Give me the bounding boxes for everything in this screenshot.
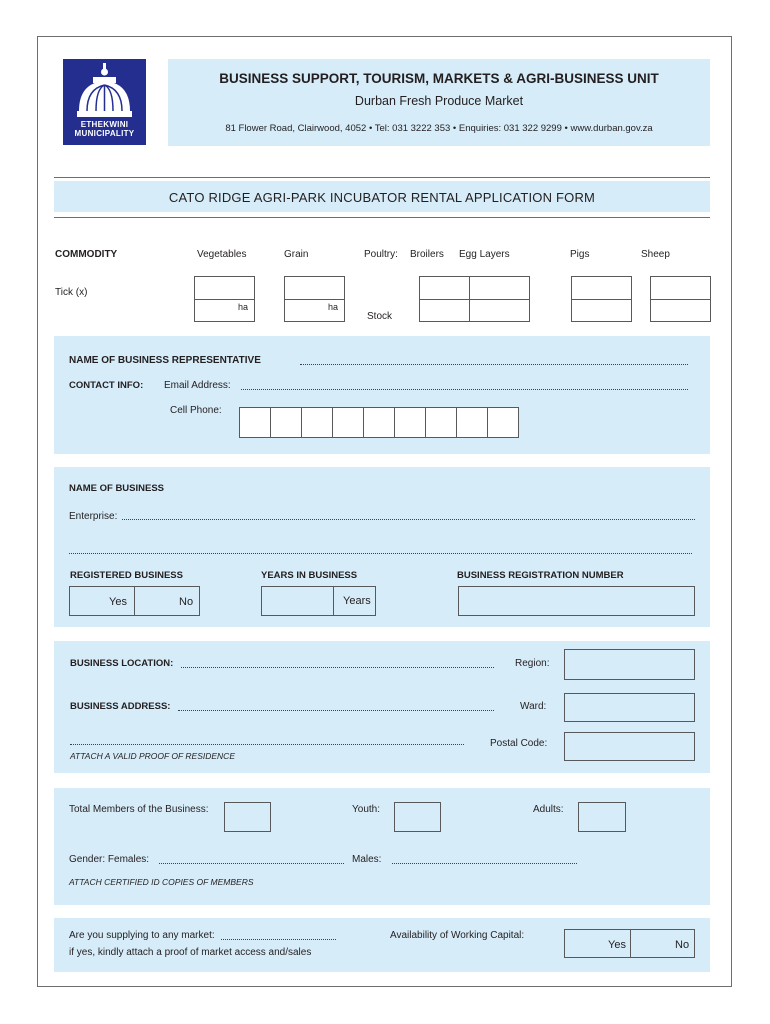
business-address-field-2[interactable] — [70, 744, 464, 745]
cell-digit-box[interactable] — [270, 407, 302, 438]
cell-digit-box[interactable] — [425, 407, 457, 438]
supplying-market-field[interactable] — [221, 939, 336, 940]
enterprise-field[interactable] — [122, 519, 695, 520]
cell-digit-box[interactable] — [363, 407, 395, 438]
enterprise-field-2[interactable] — [69, 553, 692, 554]
cell-phone-label: Cell Phone: — [170, 405, 222, 416]
region-label: Region: — [515, 658, 550, 669]
form-title: CATO RIDGE AGRI-PARK INCUBATOR RENTAL APPLICATION FORM — [168, 190, 596, 205]
males-label: Males: — [352, 854, 382, 865]
stock-label: Stock — [367, 311, 393, 322]
logo-text: ETHEKWINI MUNICIPALITY — [74, 120, 135, 138]
ethekwini-logo — [63, 59, 146, 145]
supplying-market-label: Are you supplying to any market: — [69, 930, 215, 941]
email-label: Email Address: — [164, 380, 231, 391]
total-members-box[interactable] — [224, 802, 271, 832]
rep-name-field[interactable] — [300, 364, 688, 365]
rep-name-label: NAME OF BUSINESS REPRESENTATIVE — [69, 355, 261, 366]
grain-label: Grain — [284, 249, 309, 260]
registered-box — [69, 586, 200, 616]
ward-label: Ward: — [520, 701, 547, 712]
reg-number-box[interactable] — [458, 586, 695, 616]
youth-label: Youth: — [352, 804, 380, 815]
poultry-box[interactable] — [419, 276, 530, 322]
pigs-box[interactable] — [571, 276, 632, 322]
egg-layers-label: Egg Layers — [459, 249, 510, 260]
broilers-label: Broilers — [410, 249, 444, 260]
business-location-label: BUSINESS LOCATION: — [70, 658, 174, 669]
vegetables-label: Vegetables — [197, 249, 247, 260]
years-box[interactable] — [261, 586, 376, 616]
gender-females-label: Gender: Females: — [69, 854, 150, 865]
business-location-field[interactable] — [181, 667, 494, 668]
business-name-label: NAME OF BUSINESS — [69, 483, 165, 494]
poultry-label: Poultry: — [364, 249, 398, 260]
cell-digit-box[interactable] — [487, 407, 519, 438]
grain-box[interactable] — [284, 276, 345, 322]
commodity-label: COMMODITY — [55, 249, 118, 260]
pigs-label: Pigs — [570, 249, 590, 260]
unit-title: BUSINESS SUPPORT, TOURISM, MARKETS & AGRI-BUSINESS UNIT — [219, 71, 659, 86]
capital-no[interactable]: No — [675, 939, 690, 951]
title-rule-bottom — [54, 217, 710, 218]
id-copies-note: ATTACH CERTIFIED ID COPIES OF MEMBERS — [69, 877, 254, 887]
cell-digit-box[interactable] — [239, 407, 271, 438]
market-proof-note: if yes, kindly attach a proof of market access and/sales — [69, 947, 312, 958]
market-panel — [54, 918, 710, 972]
members-panel — [54, 788, 710, 905]
postal-code-label: Postal Code: — [490, 738, 548, 749]
registered-yes[interactable]: Yes — [109, 596, 127, 608]
business-address-field[interactable] — [178, 710, 494, 711]
contact-line: 81 Flower Road, Clairwood, 4052 • Tel: 031 3222 353 • Enquiries: 031 322 9299 • www.durban.gov.za — [225, 123, 653, 134]
working-capital-box — [564, 929, 695, 958]
business-address-label: BUSINESS ADDRESS: — [70, 701, 171, 712]
residence-note: ATTACH A VALID PROOF OF RESIDENCE — [70, 751, 235, 761]
tick-label: Tick (x) — [55, 287, 88, 298]
location-panel — [54, 641, 710, 773]
years-unit: Years — [343, 595, 371, 607]
capital-yes[interactable]: Yes — [608, 939, 626, 951]
males-field[interactable] — [392, 863, 577, 864]
representative-panel — [54, 336, 710, 454]
contact-info-label: CONTACT INFO: — [69, 380, 144, 391]
cell-digit-box[interactable] — [301, 407, 333, 438]
adults-box[interactable] — [578, 802, 626, 832]
total-members-label: Total Members of the Business: — [69, 804, 209, 815]
adults-label: Adults: — [533, 804, 564, 815]
ha-unit: ha — [328, 302, 339, 312]
enterprise-label: Enterprise: — [69, 511, 118, 522]
ward-box[interactable] — [564, 693, 695, 722]
sheep-label: Sheep — [641, 249, 670, 260]
years-label: YEARS IN BUSINESS — [261, 570, 358, 581]
postal-code-box[interactable] — [564, 732, 695, 761]
cell-digit-box[interactable] — [394, 407, 426, 438]
title-rule-top — [54, 177, 710, 178]
title-panel — [54, 181, 710, 212]
vegetables-box[interactable] — [194, 276, 255, 322]
email-field[interactable] — [241, 389, 688, 390]
ha-unit: ha — [238, 302, 249, 312]
registered-no[interactable]: No — [179, 596, 194, 608]
working-capital-label: Availability of Working Capital: — [390, 930, 525, 941]
cell-digit-box[interactable] — [332, 407, 364, 438]
header-panel — [168, 59, 710, 146]
sheep-box[interactable] — [650, 276, 711, 322]
region-box[interactable] — [564, 649, 695, 680]
females-field[interactable] — [159, 863, 344, 864]
reg-number-label: BUSINESS REGISTRATION NUMBER — [457, 570, 624, 581]
cell-digit-box[interactable] — [456, 407, 488, 438]
registered-label: REGISTERED BUSINESS — [70, 570, 183, 581]
market-name: Durban Fresh Produce Market — [354, 94, 524, 108]
youth-box[interactable] — [394, 802, 441, 832]
business-panel — [54, 467, 710, 627]
